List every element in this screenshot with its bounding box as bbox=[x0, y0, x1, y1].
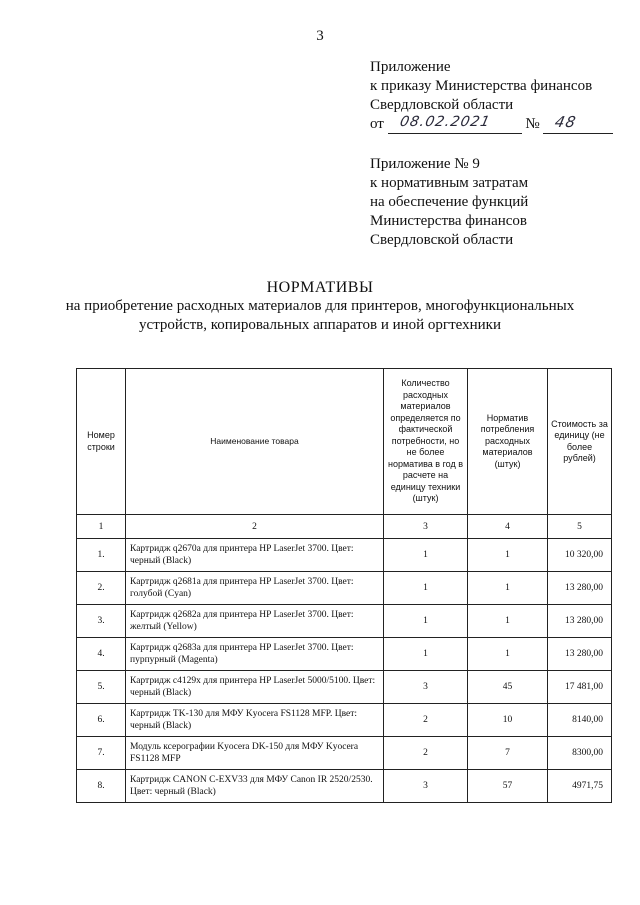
appendix-norms-line5: Свердловской области bbox=[370, 232, 514, 248]
table-row bbox=[77, 737, 612, 770]
quantity-value: 3 bbox=[384, 770, 468, 803]
column-index-row bbox=[77, 515, 612, 539]
header-norm: Норматив потребления расходных материалов (штук) bbox=[468, 369, 548, 515]
table-header-row bbox=[77, 369, 612, 515]
table-row bbox=[77, 770, 612, 803]
table-row bbox=[77, 572, 612, 605]
norm-value: 1 bbox=[468, 638, 548, 671]
column-index: 4 bbox=[468, 515, 548, 539]
header-cost: Стоимость за единицу (не более рублей) bbox=[548, 369, 612, 515]
column-index: 5 bbox=[548, 515, 612, 539]
product-name: Картридж q2683a для принтера HP LaserJet 3700. Цвет: пурпурный (Magenta) bbox=[126, 638, 384, 671]
appendix-order-block bbox=[370, 58, 613, 134]
column-index: 2 bbox=[126, 515, 384, 539]
quantity-value: 1 bbox=[384, 572, 468, 605]
column-index: 3 bbox=[384, 515, 468, 539]
header-row-number: Номер строки bbox=[77, 369, 126, 515]
norm-value: 1 bbox=[468, 539, 548, 572]
price-value: 13 280,00 bbox=[548, 605, 612, 638]
norm-value: 10 bbox=[468, 704, 548, 737]
row-number: 7. bbox=[77, 737, 126, 770]
row-number: 4. bbox=[77, 638, 126, 671]
quantity-value: 2 bbox=[384, 737, 468, 770]
column-index: 1 bbox=[77, 515, 126, 539]
document-subtitle-line2: устройств, копировальных аппаратов и иной оргтехники bbox=[139, 317, 501, 333]
row-number: 8. bbox=[77, 770, 126, 803]
handwritten-number: 48 bbox=[553, 113, 579, 131]
appendix-order-line3: Свердловской области bbox=[370, 97, 514, 113]
document-subtitle-line1: на приобретение расходных материалов для принтеров, многофункциональных bbox=[65, 298, 575, 314]
appendix-order-date-line bbox=[370, 115, 613, 134]
date-prefix: от bbox=[370, 116, 384, 132]
header-name: Наименование товара bbox=[126, 369, 384, 515]
document-title: НОРМАТИВЫ bbox=[266, 279, 374, 296]
row-number: 2. bbox=[77, 572, 126, 605]
quantity-value: 1 bbox=[384, 539, 468, 572]
product-name: Картридж q2670a для принтера HP LaserJet 3700. Цвет: черный (Black) bbox=[126, 539, 384, 572]
row-number: 6. bbox=[77, 704, 126, 737]
price-value: 13 280,00 bbox=[548, 638, 612, 671]
norm-value: 7 bbox=[468, 737, 548, 770]
norm-value: 57 bbox=[468, 770, 548, 803]
table-row bbox=[77, 539, 612, 572]
product-name: Картридж CANON C-EXV33 для МФУ Canon IR 2520/2530. Цвет: черный (Black) bbox=[126, 770, 384, 803]
quantity-value: 2 bbox=[384, 704, 468, 737]
number-prefix: № bbox=[525, 116, 540, 132]
product-name: Картридж q2681a для принтера HP LaserJet 3700. Цвет: голубой (Cyan) bbox=[126, 572, 384, 605]
appendix-order-line2: к приказу Министерства финансов bbox=[370, 78, 593, 94]
norms-table bbox=[76, 368, 612, 803]
table-row bbox=[77, 638, 612, 671]
header-quantity: Количество расходных материалов определяется по фактической потребности, но не более норматива в год в расчете на единицу техники (штук) bbox=[384, 369, 468, 515]
product-name: Картридж q2682a для принтера HP LaserJet 3700. Цвет: желтый (Yellow) bbox=[126, 605, 384, 638]
product-name: Картридж c4129x для принтера HP LaserJet 5000/5100. Цвет: черный (Black) bbox=[126, 671, 384, 704]
quantity-value: 3 bbox=[384, 671, 468, 704]
quantity-value: 1 bbox=[384, 638, 468, 671]
price-value: 8300,00 bbox=[548, 737, 612, 770]
document-heading bbox=[0, 278, 640, 335]
price-value: 4971,75 bbox=[548, 770, 612, 803]
price-value: 13 280,00 bbox=[548, 572, 612, 605]
page-number: 3 bbox=[316, 28, 324, 44]
appendix-norms-line3: на обеспечение функций bbox=[370, 194, 529, 210]
appendix-norms-line4: Министерства финансов bbox=[370, 213, 527, 229]
norm-value: 1 bbox=[468, 605, 548, 638]
quantity-value: 1 bbox=[384, 605, 468, 638]
appendix-order-line1: Приложение bbox=[370, 59, 451, 75]
appendix-norms-line2: к нормативным затратам bbox=[370, 175, 529, 191]
price-value: 10 320,00 bbox=[548, 539, 612, 572]
date-field bbox=[388, 116, 522, 134]
appendix-norms-line1: Приложение № 9 bbox=[370, 156, 480, 172]
product-name: Модуль ксерографии Kyocera DK-150 для МФУ Kyocera FS1128 MFP bbox=[126, 737, 384, 770]
price-value: 17 481,00 bbox=[548, 671, 612, 704]
handwritten-date: 08.02.2021 bbox=[398, 114, 492, 130]
price-value: 8140,00 bbox=[548, 704, 612, 737]
table-row bbox=[77, 704, 612, 737]
row-number: 5. bbox=[77, 671, 126, 704]
norm-value: 1 bbox=[468, 572, 548, 605]
product-name: Картридж TK-130 для МФУ Kyocera FS1128 MFP. Цвет: черный (Black) bbox=[126, 704, 384, 737]
norm-value: 45 bbox=[468, 671, 548, 704]
table-row bbox=[77, 605, 612, 638]
row-number: 1. bbox=[77, 539, 126, 572]
table-row bbox=[77, 671, 612, 704]
row-number: 3. bbox=[77, 605, 126, 638]
appendix-norms-block bbox=[370, 155, 528, 250]
number-field bbox=[543, 113, 613, 134]
